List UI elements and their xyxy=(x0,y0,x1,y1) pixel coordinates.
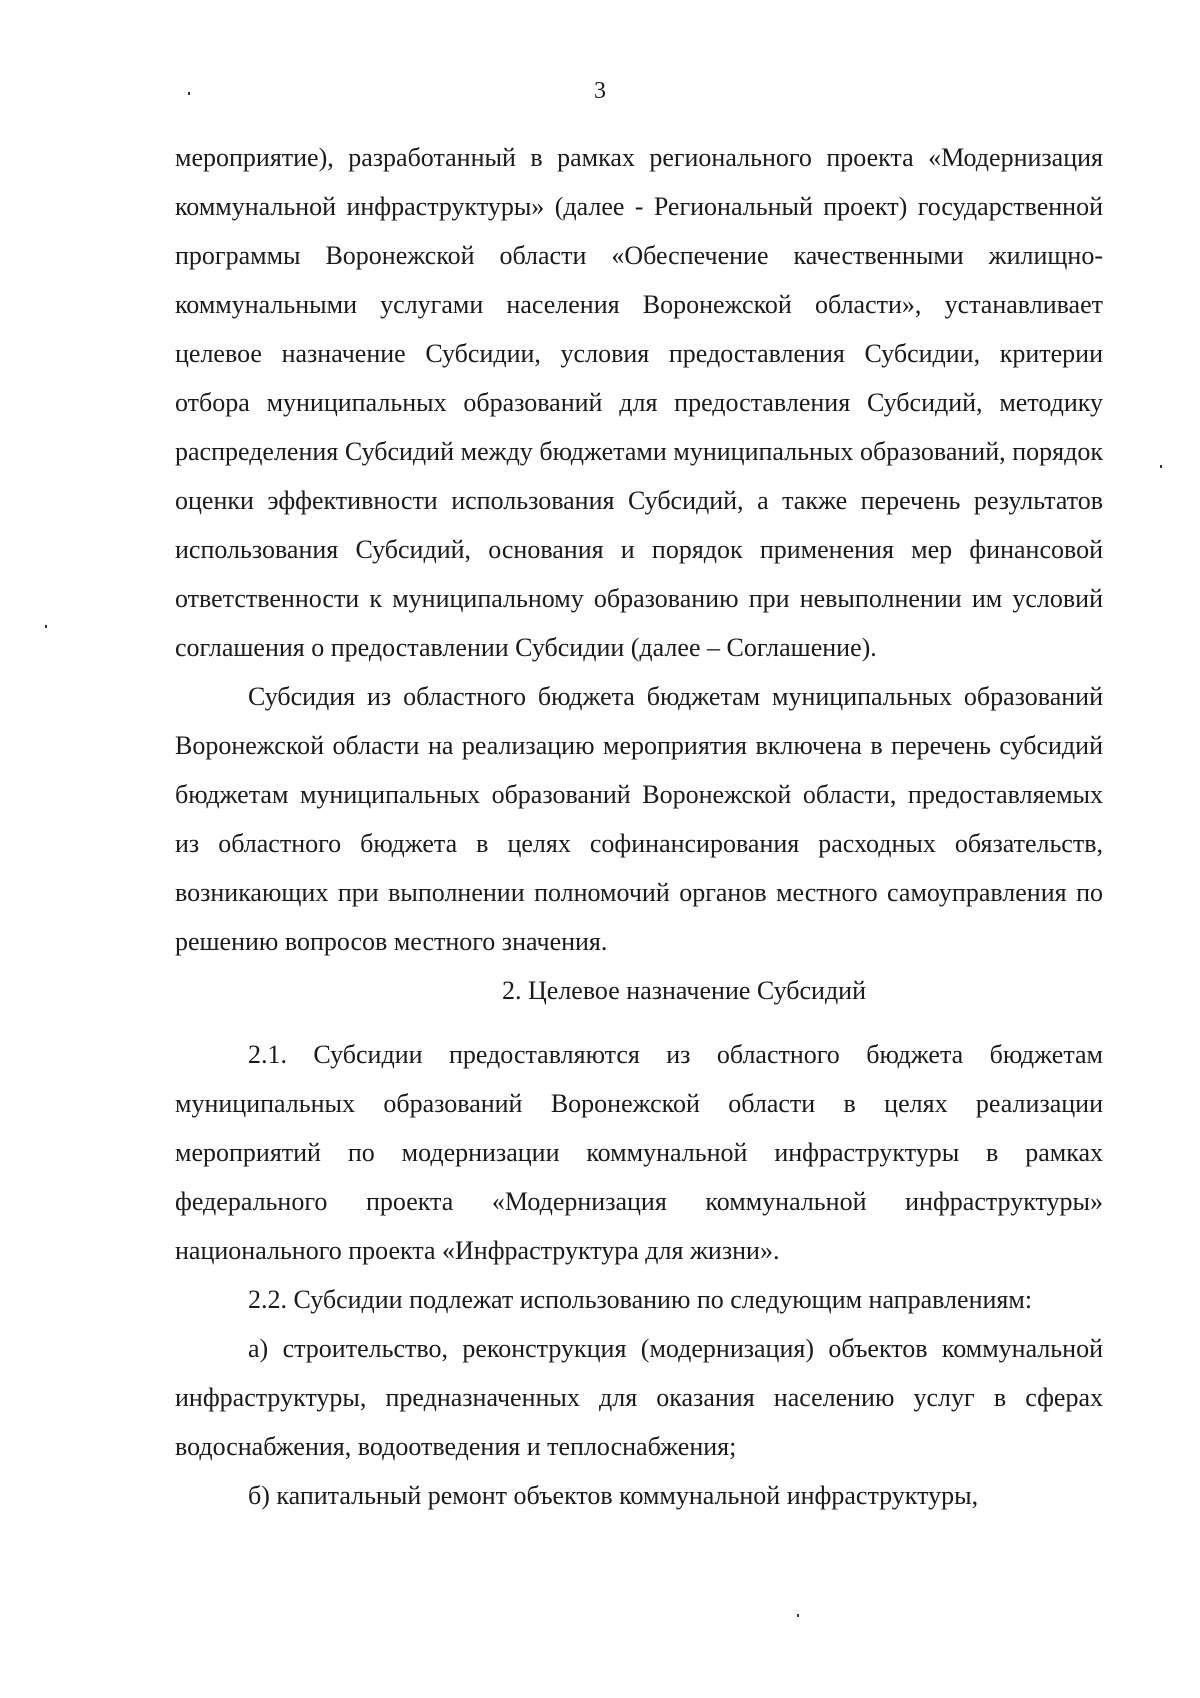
scan-speck xyxy=(797,1614,799,1617)
paragraph-intro-continuation: мероприятие), разработанный в рамках регионального проекта «Модернизация коммунальной инфраструктуры» (далее - Региональный проект) государственной программы Воронежской области «Обеспечение качественными жилищно-коммунальными услугами населения Воронежской области», устанавливает целевое назначение Субсидии, условия предоставления Субсидии, критерии отбора муниципальных образований для предоставления Субсидий, методику распределения Субсидий между бюджетами муниципальных образований, порядок оценки эффективности использования Субсидий, а также перечень результатов использования Субсидий, основания и порядок применения мер финансовой ответственности к муниципальному образованию при невыполнении им условий соглашения о предоставлении Субсидии (далее – Соглашение). xyxy=(175,143,1103,662)
page-number: 3 xyxy=(594,78,606,104)
paragraph-clause-2-1: 2.1. Субсидии предоставляются из областного бюджета бюджетам муниципальных образований Воронежской области в целях реализации мероприятий по модернизации коммунальной инфраструктуры в рамках федерального проекта «Модернизация коммунальной инфраструктуры» национального проекта «Инфраструктура для жизни». xyxy=(175,1040,1103,1265)
section-heading-target-purpose: 2. Целевое назначение Субсидий xyxy=(502,976,866,1005)
paragraph-item-a: а) строительство, реконструкция (модернизация) объектов коммунальной инфраструктуры, предназначенных для оказания населению услуг в сферах водоснабжения, водоотведения и теплоснабжения; xyxy=(175,1334,1103,1461)
paragraph-item-b: б) капитальный ремонт объектов коммунальной инфраструктуры, xyxy=(248,1481,979,1510)
paragraph-clause-2-2: 2.2. Субсидии подлежат использованию по следующим направлениям: xyxy=(248,1285,1033,1314)
scan-speck xyxy=(1160,465,1162,468)
document-body xyxy=(175,133,1103,1520)
scan-speck xyxy=(45,625,47,628)
scan-speck xyxy=(188,92,190,95)
paragraph-subsidy-inclusion: Субсидия из областного бюджета бюджетам муниципальных образований Воронежской области на реализацию мероприятия включена в перечень субсидий бюджетам муниципальных образований Воронежской области, предоставляемых из областного бюджета в целях софинансирования расходных обязательств, возникающих при выполнении полномочий органов местного самоуправления по решению вопросов местного значения. xyxy=(175,682,1103,956)
